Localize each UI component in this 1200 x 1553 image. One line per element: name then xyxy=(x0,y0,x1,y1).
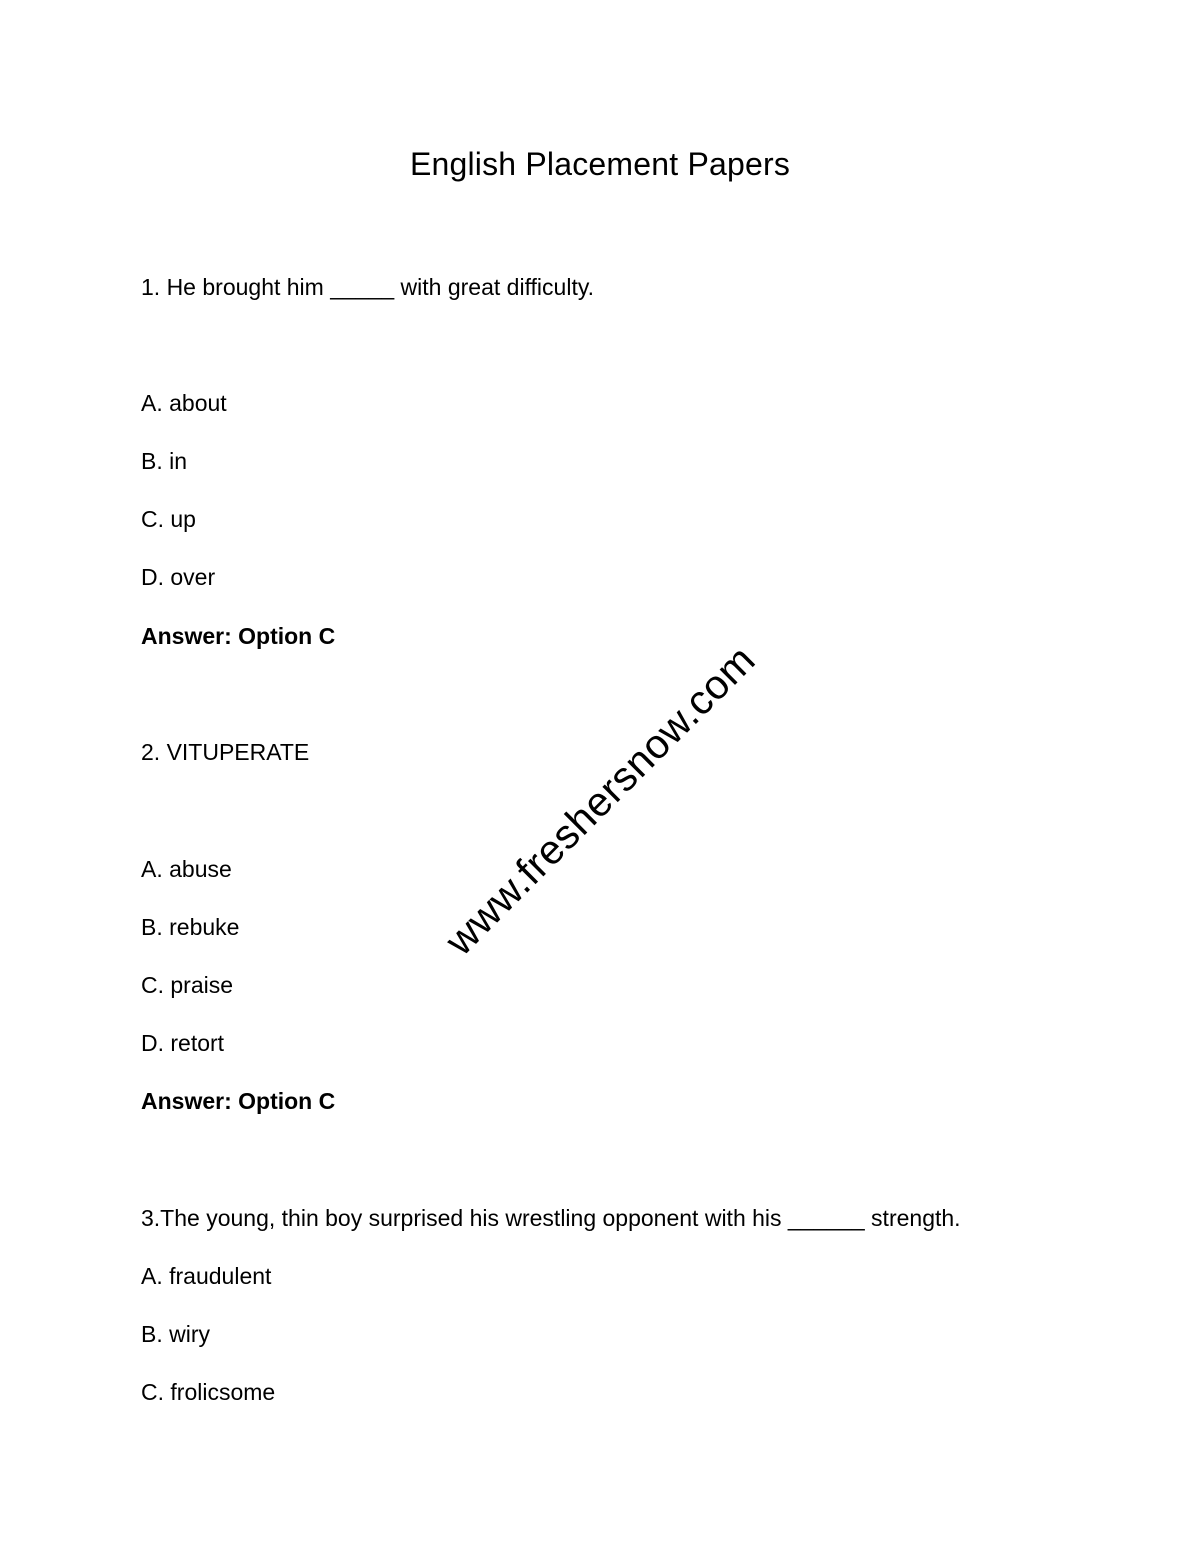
question-1-prompt: 1. He brought him _____ with great difficulty. xyxy=(141,274,595,300)
question-2-option-b: B. rebuke xyxy=(141,914,240,940)
question-2-prompt: 2. VITUPERATE xyxy=(141,739,310,765)
question-2-answer: Answer: Option C xyxy=(141,1088,336,1114)
question-3-option-c: C. frolicsome xyxy=(141,1379,276,1405)
question-1-option-b: B. in xyxy=(141,448,188,474)
watermark-text: www.freshersnow.com xyxy=(436,636,764,964)
question-1-answer: Answer: Option C xyxy=(141,623,336,649)
question-1-option-d: D. over xyxy=(141,564,216,590)
question-2-option-c: C. praise xyxy=(141,972,234,998)
question-1-option-c: C. up xyxy=(141,506,196,532)
question-1-option-a: A. about xyxy=(141,390,227,416)
question-3-prompt: 3.The young, thin boy surprised his wrestling opponent with his ______ strength. xyxy=(141,1205,961,1231)
question-2-option-d: D. retort xyxy=(141,1030,225,1056)
question-2-option-a: A. abuse xyxy=(141,856,232,882)
question-3-option-b: B. wiry xyxy=(141,1321,210,1347)
question-3-option-a: A. fraudulent xyxy=(141,1263,272,1289)
page-title: English Placement Papers xyxy=(409,146,791,182)
